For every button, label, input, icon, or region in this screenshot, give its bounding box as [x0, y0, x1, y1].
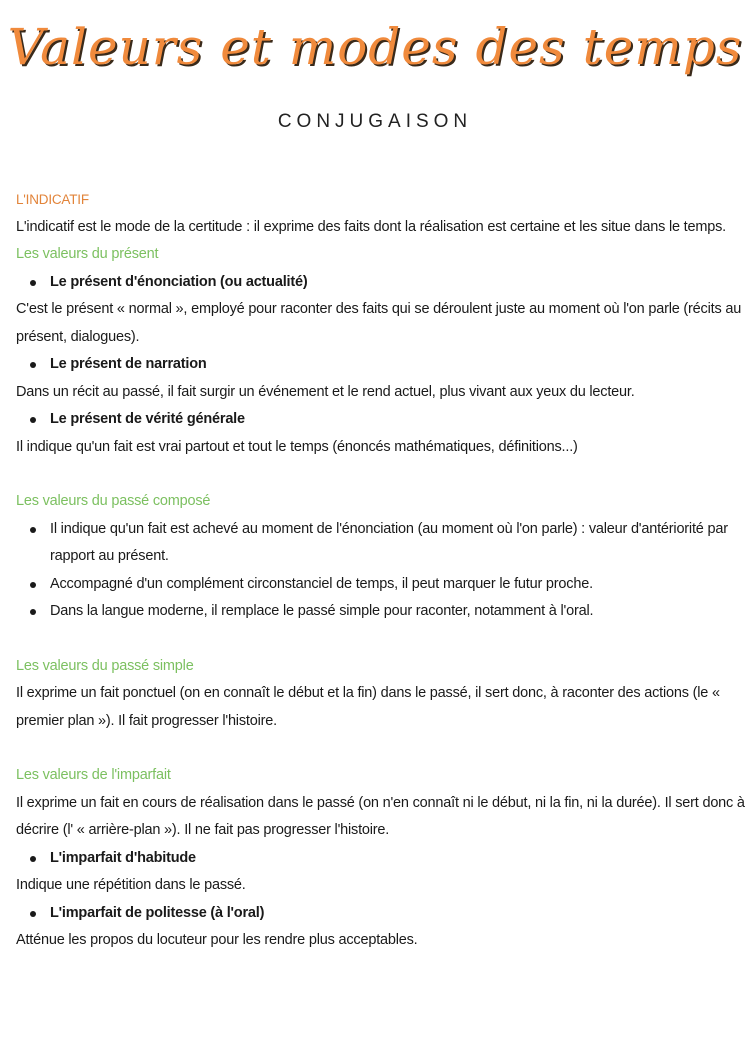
paragraph: Il indique qu'un fait est vrai partout et tout le temps (énoncés mathématiques, définitions...) — [16, 438, 578, 455]
list-item: Le présent de narration — [50, 351, 748, 379]
section-heading-present: Les valeurs du présent — [16, 246, 159, 262]
list-item: Accompagné d'un complément circonstanciel de temps, il peut marquer le futur proche. — [50, 571, 748, 599]
passe-compose-list — [16, 516, 748, 626]
list-item: L'imparfait d'habitude — [50, 845, 748, 873]
paragraph: Dans un récit au passé, il fait surgir un événement et le rend actuel, plus vivant aux yeux du lecteur. — [16, 383, 635, 400]
spacer — [16, 735, 748, 762]
page-title: Valeurs et modes des temps — [7, 18, 743, 76]
list-item: Dans la langue moderne, il remplace le passé simple pour raconter, notamment à l'oral. — [50, 598, 748, 626]
spacer — [16, 626, 748, 653]
list-item: L'imparfait de politesse (à l'oral) — [50, 900, 748, 928]
spacer — [16, 461, 748, 488]
paragraph: C'est le présent « normal », employé pour raconter des faits qui se déroulent juste au moment où l'on parle (récits au présent, dialogues). — [16, 301, 742, 345]
present-list — [16, 406, 748, 434]
page-subtitle: CONJUGAISON — [277, 111, 473, 132]
paragraph: Atténue les propos du locuteur pour les rendre plus acceptables. — [16, 932, 418, 948]
section-heading-indicatif: L'INDICATIF — [16, 192, 89, 207]
section-heading-passe-simple: Les valeurs du passé simple — [16, 657, 194, 674]
paragraph: Indique une répétition dans le passé. — [16, 877, 246, 893]
imparfait-list — [16, 845, 748, 873]
section-heading-imparfait: Les valeurs de l'imparfait — [16, 767, 171, 783]
paragraph: Il exprime un fait ponctuel (on en connaît le début et la fin) dans le passé, il sert donc, à raconter des actions (le « premier plan »). Il fait progresser l'histoire. — [16, 685, 720, 729]
document-body — [16, 186, 748, 955]
list-item: Le présent d'énonciation (ou actualité) — [50, 269, 748, 297]
imparfait-list — [16, 900, 748, 928]
list-item: Il indique qu'un fait est achevé au moment de l'énonciation (au moment où l'on parle) : valeur d'antériorité par rapport au présent. — [50, 516, 748, 571]
present-list — [16, 269, 748, 297]
list-item: Le présent de vérité générale — [50, 406, 748, 434]
section-heading-passe-compose: Les valeurs du passé composé — [16, 493, 211, 509]
indicatif-intro: L'indicatif est le mode de la certitude : il exprime des faits dont la réalisation est certaine et les situe dans le temps. — [16, 218, 726, 235]
paragraph: Il exprime un fait en cours de réalisation dans le passé (on n'en connaît ni le début, ni la fin, ni la durée). Il sert donc à décrire (l' « arrière-plan »). Il ne fait pas progresser l'histoire. — [16, 794, 745, 838]
present-list — [16, 351, 748, 379]
